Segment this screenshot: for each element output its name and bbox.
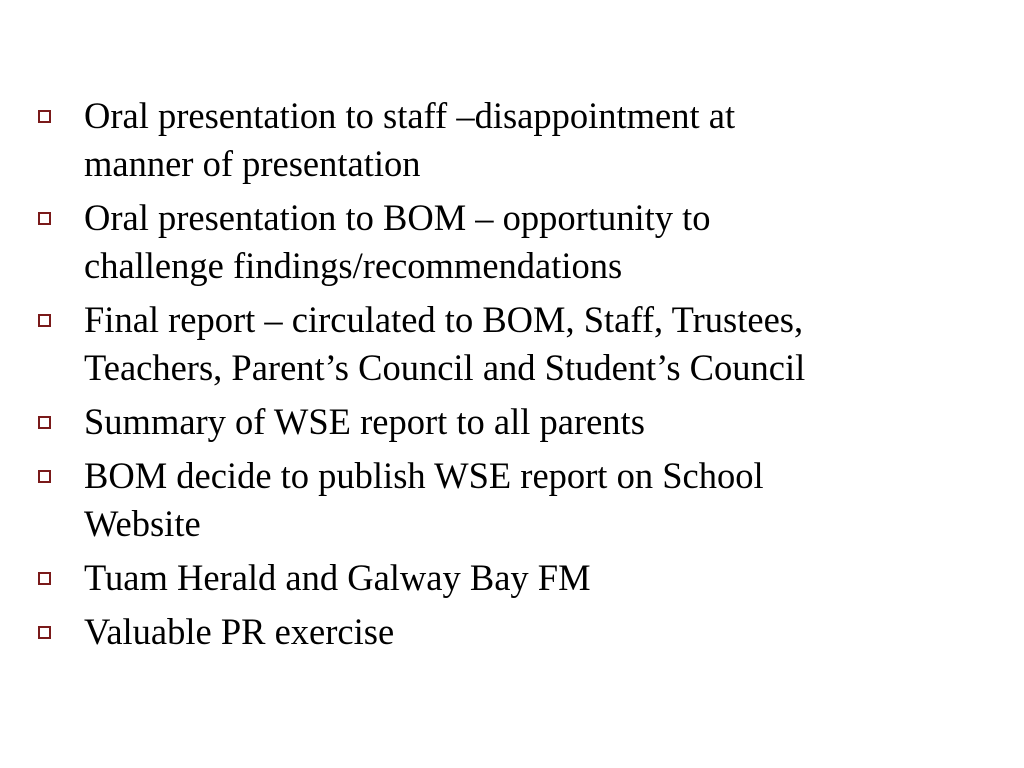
bullet-item-5 [34,452,1004,548]
bullet-text-line: Oral presentation to BOM – opportunity to [84,197,711,238]
bullet-item-3 [34,296,1004,392]
hollow-square-bullet-icon [38,572,51,585]
bullet-list [34,92,1004,662]
hollow-square-bullet-icon [38,110,51,123]
bullet-item-2 [34,194,1004,290]
bullet-item-4 [34,398,1004,446]
bullet-text-line: BOM decide to publish WSE report on School [84,455,764,496]
bullet-text-line: manner of presentation [84,143,421,184]
hollow-square-bullet-icon [38,212,51,225]
bullet-text-line: Teachers, Parent’s Council and Student’s Council [84,347,806,388]
bullet-text-line: challenge findings/recommendations [84,245,623,286]
bullet-text-line: Valuable PR exercise [84,611,395,652]
bullet-text-line: Website [84,503,201,544]
bullet-text-line: Final report – circulated to BOM, Staff, Trustees, [84,299,804,340]
bullet-text-line: Tuam Herald and Galway Bay FM [84,557,591,598]
bullet-text-line: Oral presentation to staff –disappointment at [84,95,736,136]
bullet-item-1 [34,92,1004,188]
bullet-item-7 [34,608,1004,656]
hollow-square-bullet-icon [38,626,51,639]
hollow-square-bullet-icon [38,470,51,483]
hollow-square-bullet-icon [38,416,51,429]
bullet-item-6 [34,554,1004,602]
hollow-square-bullet-icon [38,314,51,327]
bullet-text-line: Summary of WSE report to all parents [84,401,645,442]
